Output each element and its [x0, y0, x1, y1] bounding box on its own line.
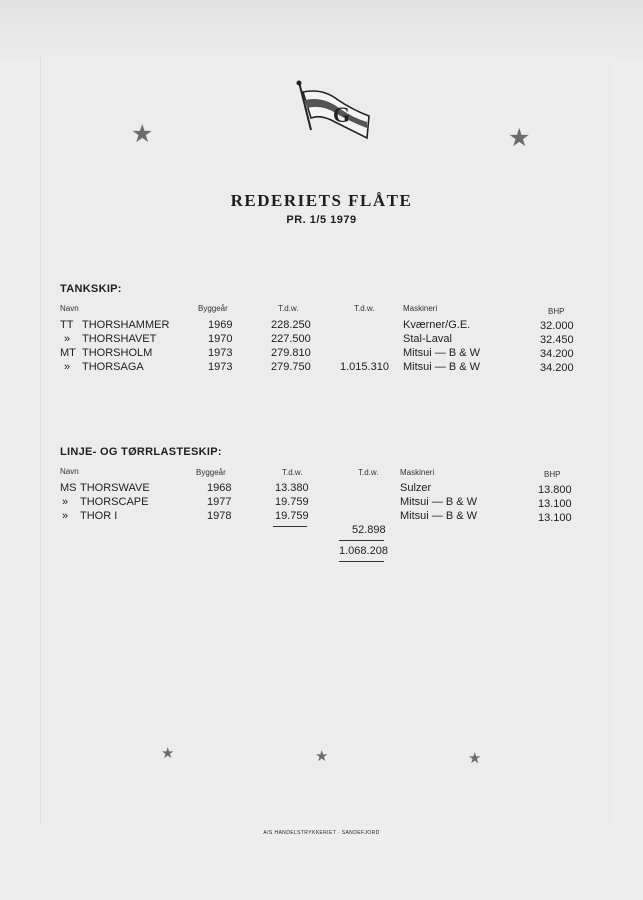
column-header-maskineri: Maskineri [400, 468, 435, 477]
column-header-tdw: T.d.w. [282, 468, 303, 477]
column-header-bhp: BHP [544, 470, 561, 479]
ship-name: THORSCAPE [80, 496, 149, 508]
build-year: 1977 [207, 496, 232, 508]
ship-name: THOR I [80, 510, 118, 522]
build-year: 1973 [208, 361, 233, 373]
ship-prefix: MS [60, 482, 77, 494]
ship-prefix: » [64, 333, 71, 345]
section-heading-tankskip: TANKSKIP: [60, 283, 122, 295]
bhp-value: 32.450 [540, 334, 574, 346]
engine: Kværner/G.E. [403, 319, 471, 331]
build-year: 1978 [207, 510, 232, 522]
ship-name: THORSHAVET [82, 333, 157, 345]
column-header-tdw: T.d.w. [278, 304, 299, 313]
build-year: 1970 [208, 333, 233, 345]
tdw-value: 19.759 [275, 510, 309, 522]
tdw-value: 227.500 [271, 333, 311, 345]
build-year: 1973 [208, 347, 233, 359]
ship-name: THORSHOLM [82, 347, 153, 359]
ship-prefix: » [62, 510, 69, 522]
ship-prefix: TT [60, 319, 74, 331]
build-year: 1968 [207, 482, 232, 494]
star-icon: ★ [468, 750, 482, 767]
column-header-byggeaar: Byggeår [196, 468, 226, 477]
tdw-value: 13.380 [275, 482, 309, 494]
sum-rule [339, 540, 384, 541]
engine: Mitsui — B & W [403, 361, 481, 373]
sum-rule [339, 561, 384, 562]
ship-prefix: » [62, 496, 69, 508]
paper-edge [0, 0, 643, 60]
page-panel [40, 55, 613, 825]
bhp-value: 13.800 [538, 484, 572, 496]
star-icon: ★ [161, 745, 175, 762]
column-header-navn: Navn [60, 467, 79, 476]
engine: Mitsui — B & W [403, 347, 481, 359]
column-header-tdw-total: T.d.w. [354, 304, 375, 313]
page-title: REDERIETS FLÅTE [230, 191, 413, 210]
star-icon: ★ [508, 124, 531, 152]
page-subtitle: PR. 1/5 1979 [286, 214, 357, 226]
subtotal-value: 52.898 [352, 524, 386, 536]
bhp-value: 34.200 [540, 362, 574, 374]
tdw-value: 279.810 [271, 347, 311, 359]
grand-total-value: 1.068.208 [339, 545, 388, 557]
company-flag-icon [293, 80, 373, 140]
engine: Stal-Laval [403, 333, 452, 345]
engine: Sulzer [400, 482, 432, 494]
bhp-value: 13.100 [538, 512, 572, 524]
svg-text:G: G [333, 102, 351, 127]
tdw-value: 228.250 [271, 319, 311, 331]
column-header-bhp: BHP [548, 307, 565, 316]
bhp-value: 13.100 [538, 498, 572, 510]
engine: Mitsui — B & W [400, 510, 478, 522]
ship-name: THORSAGA [82, 361, 144, 373]
tdw-total: 1.015.310 [340, 361, 389, 373]
engine: Mitsui — B & W [400, 496, 478, 508]
bhp-value: 32.000 [540, 320, 574, 332]
column-header-byggeaar: Byggeår [198, 304, 228, 313]
column-header-tdw-total: T.d.w. [358, 468, 379, 477]
section-heading-linje: LINJE- OG TØRRLASTESKIP: [60, 446, 222, 458]
star-icon: ★ [315, 748, 329, 765]
sum-rule [273, 526, 307, 527]
printer-imprint: A/S HANDELSTRYKKERIET · SANDEFJORD [263, 830, 380, 836]
column-header-navn: Navn [60, 304, 79, 313]
bhp-value: 34.200 [540, 348, 574, 360]
ship-prefix: » [64, 361, 71, 373]
ship-name: THORSHAMMER [82, 319, 170, 331]
ship-name: THORSWAVE [80, 482, 150, 494]
star-icon: ★ [131, 120, 154, 148]
build-year: 1969 [208, 319, 233, 331]
tdw-value: 279.750 [271, 361, 311, 373]
column-header-maskineri: Maskineri [403, 304, 438, 313]
ship-prefix: MT [60, 347, 76, 359]
tdw-value: 19.759 [275, 496, 309, 508]
